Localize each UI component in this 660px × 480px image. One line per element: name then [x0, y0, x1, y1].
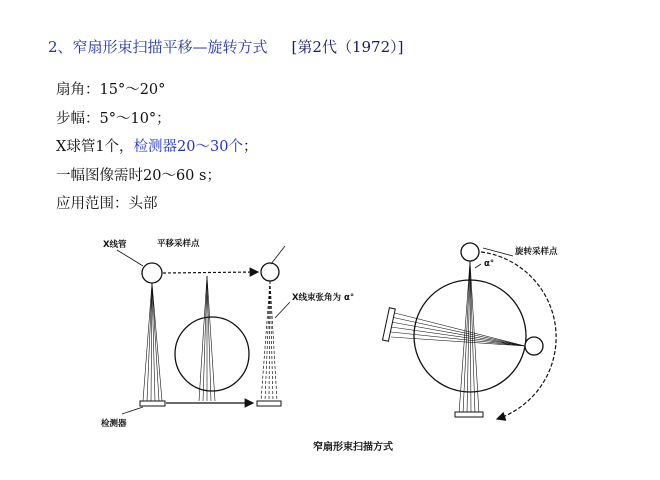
line-application	[56, 190, 257, 219]
detector-bar-bottom	[455, 412, 483, 417]
rotate-label-pointer	[483, 248, 513, 256]
slide-title	[48, 36, 403, 57]
translate-arrow-top	[163, 272, 258, 273]
line-text: 一幅图像需时20～60 s；	[56, 167, 221, 184]
line-text: X球管1个，	[56, 139, 134, 155]
translate-label-pointer	[271, 246, 285, 264]
xtube-start-icon	[142, 263, 162, 283]
rotation-arrow	[481, 252, 556, 419]
line-text: 步幅：5°～10°；	[56, 110, 171, 127]
detector-bar-left	[383, 308, 396, 342]
scan-diagram-svg	[95, 236, 585, 460]
line-tube-detector	[56, 133, 257, 162]
label-translate-sampling: 平移采样点	[157, 239, 200, 249]
figure-caption: 窄扇形束扫描方式	[313, 442, 393, 453]
label-detector: 检测器	[101, 419, 127, 429]
xtube-label-pointer	[117, 250, 143, 266]
line-text: 应用范围：头部	[56, 196, 158, 212]
label-rotate-sampling: 旋转采样点	[515, 247, 558, 257]
xtube-top-icon	[461, 243, 479, 261]
detector-bar-end	[257, 401, 281, 406]
alpha-mark	[475, 264, 481, 268]
title-bracket: [第2代（1972）]	[291, 38, 404, 56]
title-text: 2、窄扇形束扫描平移—旋转方式	[48, 38, 268, 56]
line-fan-angle	[56, 76, 257, 105]
translate-panel	[101, 238, 354, 429]
line-suffix: ；	[242, 139, 258, 155]
xtube-right-icon	[525, 337, 543, 355]
bullet-list	[56, 76, 257, 219]
detector-label-pointer	[122, 407, 143, 414]
line-text: 扇角：15°～20°	[56, 82, 166, 98]
fan-beam-horizontal	[391, 312, 525, 346]
line-step	[56, 105, 257, 134]
line-image-time	[56, 162, 257, 191]
fan-beam-middle	[199, 276, 215, 401]
highlight-text: 检测器20～30个	[133, 139, 243, 155]
label-alpha: α°	[484, 259, 495, 269]
label-xtube: X线管	[103, 240, 127, 250]
xtube-end-icon	[261, 263, 279, 281]
label-beam-angle: X线束张角为 α°	[292, 293, 355, 303]
rotate-panel	[383, 243, 558, 419]
scan-diagram	[95, 236, 585, 460]
fan-beam-right	[261, 281, 277, 401]
beam-angle-pointer	[275, 302, 290, 318]
detector-bar-start	[140, 401, 165, 406]
fan-beam-left	[143, 283, 162, 401]
